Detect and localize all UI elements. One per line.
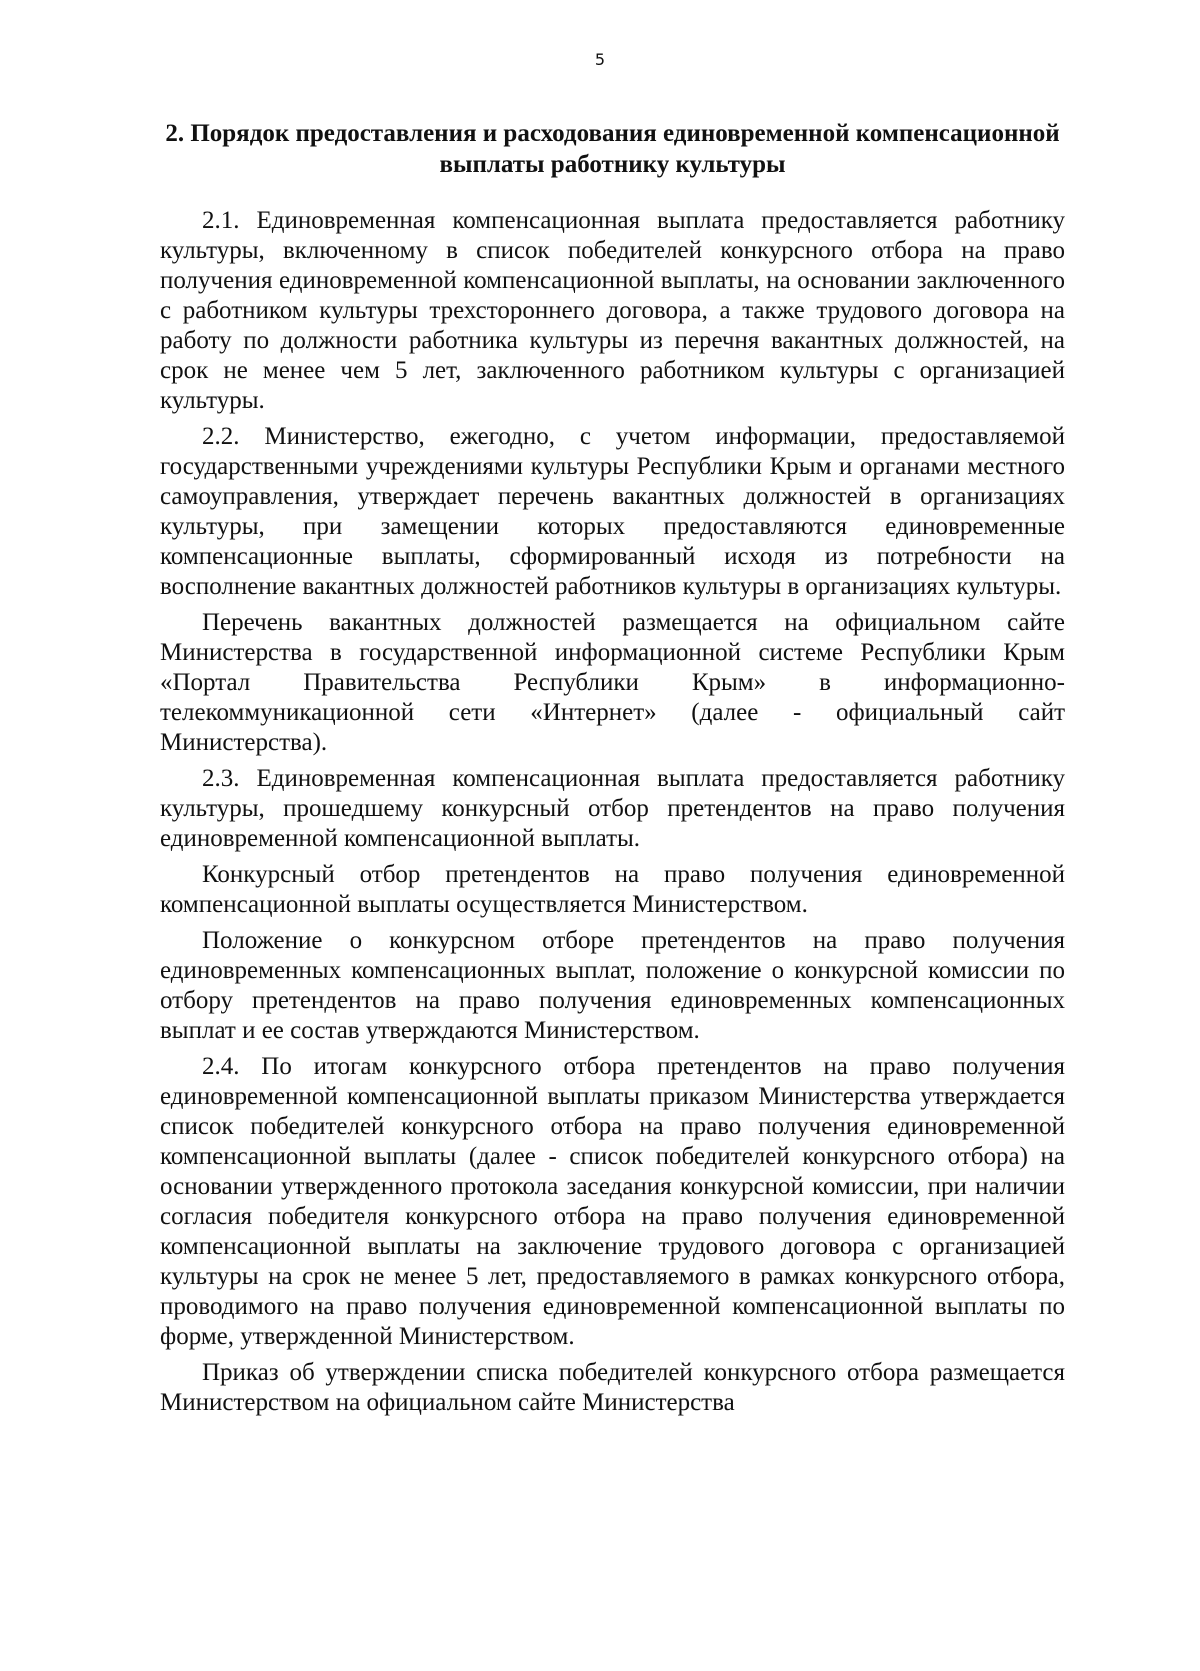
- paragraph-selection: Конкурсный отбор претендентов на право получения единовременной компенсационной выплаты осуществляется Министерством.: [160, 861, 1065, 918]
- paragraph-regulation: Положение о конкурсном отборе претендентов на право получения единовременных компенсационных выплат, положение о конкурсной комиссии по отбору претендентов на право получения единовременных компенсационных выплат и ее состав утверждаются Министерством.: [160, 927, 1065, 1044]
- paragraph-vacancy-list: Перечень вакантных должностей размещается на официальном сайте Министерства в государственной информационной системе Республики Крым «Портал Правительства Республики Крым» в информационно-телекоммуникационной сети «Интернет» (далее - официальный сайт Министерства).: [160, 609, 1065, 756]
- paragraph-2-1: 2.1. Единовременная компенсационная выплата предоставляется работнику культуры, включенному в список победителей конкурсного отбора на право получения единовременной компенсационной выплаты, на основании заключенного с работником культуры трехстороннего договора, а также трудового договора на работу по должности работника культуры из перечня вакантных должностей, на срок не менее чем 5 лет, заключенного работником культуры с организацией культуры.: [160, 207, 1065, 414]
- paragraph-order: Приказ об утверждении списка победителей конкурсного отбора размещается Министерством на официальном сайте Министерства: [160, 1359, 1065, 1416]
- page-number: 5: [594, 50, 606, 69]
- document-body: [160, 206, 1065, 1424]
- paragraph-2-3: 2.3. Единовременная компенсационная выплата предоставляется работнику культуры, прошедшему конкурсный отбор претендентов на право получения единовременной компенсационной выплаты.: [160, 765, 1065, 852]
- paragraph-2-2: 2.2. Министерство, ежегодно, с учетом информации, предоставляемой государственными учреждениями культуры Республики Крым и органами местного самоуправления, утверждает перечень вакантных должностей в организациях культуры, при замещении которых предоставляются единовременные компенсационные выплаты, сформированный исходя из потребности на восполнение вакантных должностей работников культуры в организациях культуры.: [160, 423, 1065, 600]
- paragraph-2-4: 2.4. По итогам конкурсного отбора претендентов на право получения единовременной компенсационной выплаты приказом Министерства утверждается список победителей конкурсного отбора на право получения единовременной компенсационной выплаты (далее - список победителей конкурсного отбора) на основании утвержденного протокола заседания конкурсной комиссии, при наличии согласия победителя конкурсного отбора на право получения единовременной компенсационной выплаты на заключение трудового договора с организацией культуры на срок не менее 5 лет, предоставляемого в рамках конкурсного отбора, проводимого на право получения единовременной компенсационной выплаты по форме, утвержденной Министерством.: [160, 1053, 1065, 1350]
- section-title: 2. Порядок предоставления и расходования единовременной компенсационной выплаты работнику культуры: [165, 120, 1060, 178]
